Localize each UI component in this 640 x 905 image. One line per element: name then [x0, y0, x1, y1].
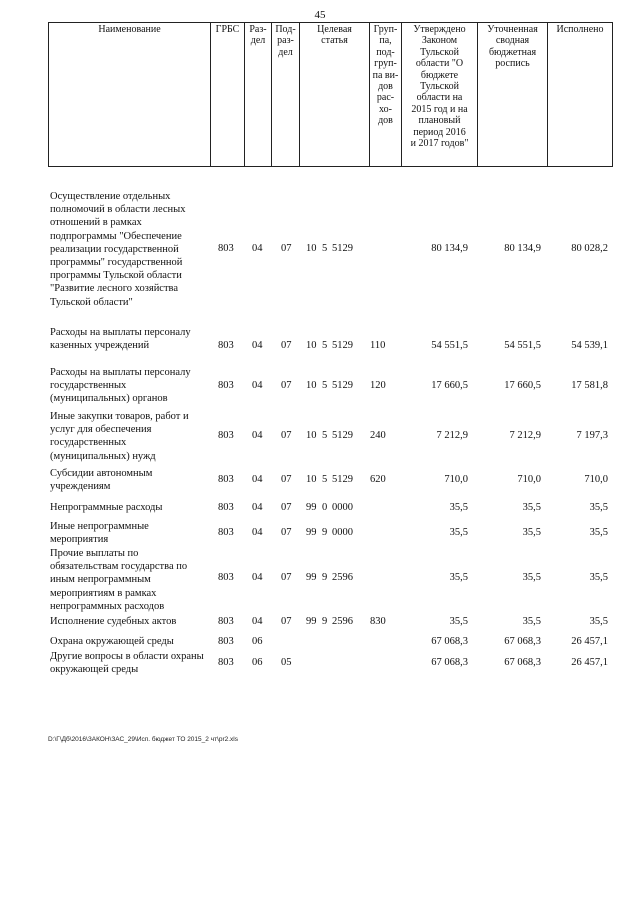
row-razdel: 04	[252, 380, 263, 391]
row-target-subprogram: 9	[322, 616, 328, 627]
row-target-subprogram: 5	[322, 430, 328, 441]
row-approved-amount: 35,5	[449, 616, 468, 627]
row-target-direction: 5129	[332, 474, 353, 485]
row-refined-amount: 67 068,3	[504, 636, 541, 647]
header-executed: Исполнено	[548, 23, 613, 167]
row-target-program: 99	[306, 502, 317, 513]
row-grbs: 803	[218, 430, 234, 441]
page-number: 45	[314, 9, 326, 21]
row-razdel: 04	[252, 502, 263, 513]
row-podrazdel: 07	[281, 527, 292, 538]
row-razdel: 04	[252, 430, 263, 441]
table-row	[48, 520, 612, 547]
row-executed-amount: 17 581,8	[571, 380, 608, 391]
header-expense-group: Груп- па, под- груп- па ви- дов рас- хо- дов	[370, 23, 402, 167]
row-refined-amount: 54 551,5	[504, 340, 541, 351]
row-target-program: 99	[306, 572, 317, 583]
row-executed-amount: 35,5	[589, 527, 608, 538]
row-name: Расходы на выплаты персоналу казенных учреждений	[50, 327, 191, 352]
row-name: Субсидии автономным учреждениям	[50, 468, 153, 493]
row-expense-group: 830	[370, 616, 386, 627]
header-target-article: Целевая статья	[300, 23, 370, 167]
row-target-program: 99	[306, 527, 317, 538]
row-target-subprogram: 5	[322, 340, 328, 351]
row-podrazdel: 07	[281, 340, 292, 351]
row-grbs: 803	[218, 474, 234, 485]
row-refined-amount: 35,5	[522, 572, 541, 583]
row-name: Исполнение судебных актов	[50, 616, 177, 627]
row-podrazdel: 07	[281, 502, 292, 513]
table-row	[48, 410, 612, 462]
row-razdel: 04	[252, 474, 263, 485]
row-razdel: 06	[252, 636, 263, 647]
row-approved-amount: 67 068,3	[431, 657, 468, 668]
row-name: Осуществление отдельных полномочий в области лесных отношений в рамках подпрограммы "Обеспечение реализации государственной программы" государственной программы Тульской области "Развитие лесного хозяйства Тульской области"	[50, 191, 186, 308]
table-row	[48, 190, 612, 307]
row-refined-amount: 67 068,3	[504, 657, 541, 668]
row-podrazdel: 05	[281, 657, 292, 668]
header-name: Наименование	[49, 23, 211, 167]
table-row	[48, 326, 612, 366]
row-grbs: 803	[218, 340, 234, 351]
row-grbs: 803	[218, 243, 234, 254]
row-target-direction: 5129	[332, 340, 353, 351]
header-razdel: Раз- дел	[245, 23, 272, 167]
row-target-subprogram: 5	[322, 380, 328, 391]
row-executed-amount: 710,0	[584, 474, 608, 485]
row-razdel: 06	[252, 657, 263, 668]
row-expense-group: 240	[370, 430, 386, 441]
row-target-subprogram: 5	[322, 243, 328, 254]
row-executed-amount: 35,5	[589, 616, 608, 627]
row-name: Прочие выплаты по обязательствам государства по иным непрограммным мероприятиям в рамках непрограммных расходов	[50, 548, 188, 612]
row-approved-amount: 35,5	[449, 572, 468, 583]
row-target-direction: 5129	[332, 243, 353, 254]
row-approved-amount: 17 660,5	[431, 380, 468, 391]
table-row	[48, 467, 612, 494]
row-grbs: 803	[218, 380, 234, 391]
row-approved-amount: 35,5	[449, 502, 468, 513]
table-row	[48, 501, 612, 515]
row-refined-amount: 7 212,9	[509, 430, 541, 441]
file-path-footer: D:\Г\Дб\2016\ЗАКОН\ЗАС_29\Исп. бюджет ТО 2015_2 чт\pr2.xls	[48, 736, 239, 743]
row-podrazdel: 07	[281, 572, 292, 583]
row-executed-amount: 26 457,1	[571, 636, 608, 647]
row-razdel: 04	[252, 340, 263, 351]
row-podrazdel: 07	[281, 243, 292, 254]
row-executed-amount: 35,5	[589, 572, 608, 583]
row-target-subprogram: 9	[322, 527, 328, 538]
row-target-direction: 2596	[332, 572, 353, 583]
row-approved-amount: 710,0	[444, 474, 468, 485]
row-grbs: 803	[218, 616, 234, 627]
row-podrazdel: 07	[281, 616, 292, 627]
row-grbs: 803	[218, 657, 234, 668]
table-row	[48, 366, 612, 406]
row-target-program: 10	[306, 474, 317, 485]
row-approved-amount: 35,5	[449, 527, 468, 538]
row-podrazdel: 07	[281, 380, 292, 391]
row-razdel: 04	[252, 572, 263, 583]
table-row	[48, 615, 612, 629]
row-razdel: 04	[252, 243, 263, 254]
row-target-subprogram: 5	[322, 474, 328, 485]
row-target-direction: 2596	[332, 616, 353, 627]
row-grbs: 803	[218, 572, 234, 583]
row-name: Другие вопросы в области охраны окружающей среды	[50, 651, 204, 676]
row-podrazdel: 07	[281, 474, 292, 485]
row-expense-group: 110	[370, 340, 386, 351]
row-target-subprogram: 0	[322, 502, 328, 513]
header-refined: Уточненная сводная бюджетная роспись	[478, 23, 548, 167]
table-row	[48, 547, 612, 612]
row-target-direction: 0000	[332, 502, 353, 513]
row-podrazdel: 07	[281, 430, 292, 441]
table-row	[48, 650, 612, 677]
row-refined-amount: 710,0	[517, 474, 541, 485]
row-refined-amount: 17 660,5	[504, 380, 541, 391]
row-name: Иные закупки товаров, работ и услуг для обеспечения государственных (муниципальных) нужд	[50, 411, 189, 462]
row-executed-amount: 54 539,1	[571, 340, 608, 351]
row-name: Расходы на выплаты персоналу государственных (муниципальных) органов	[50, 367, 191, 405]
row-refined-amount: 80 134,9	[504, 243, 541, 254]
row-target-direction: 5129	[332, 430, 353, 441]
row-expense-group: 120	[370, 380, 386, 391]
row-name: Иные непрограммные мероприятия	[50, 521, 149, 546]
row-grbs: 803	[218, 502, 234, 513]
row-target-direction: 5129	[332, 380, 353, 391]
row-refined-amount: 35,5	[522, 502, 541, 513]
row-executed-amount: 26 457,1	[571, 657, 608, 668]
row-razdel: 04	[252, 616, 263, 627]
row-target-program: 10	[306, 380, 317, 391]
row-target-program: 10	[306, 243, 317, 254]
row-approved-amount: 54 551,5	[431, 340, 468, 351]
row-razdel: 04	[252, 527, 263, 538]
table-header	[48, 22, 613, 167]
row-executed-amount: 7 197,3	[576, 430, 608, 441]
header-podrazdel: Под- раз- дел	[272, 23, 300, 167]
row-approved-amount: 80 134,9	[431, 243, 468, 254]
row-target-subprogram: 9	[322, 572, 328, 583]
row-expense-group: 620	[370, 474, 386, 485]
row-executed-amount: 35,5	[589, 502, 608, 513]
header-approved: Утверждено Законом Тульской области "О бюджете Тульской области на 2015 год и на плановый период 2016 и 2017 годов"	[402, 23, 478, 167]
row-approved-amount: 7 212,9	[436, 430, 468, 441]
row-target-program: 99	[306, 616, 317, 627]
row-refined-amount: 35,5	[522, 527, 541, 538]
row-name: Непрограммные расходы	[50, 502, 163, 513]
row-refined-amount: 35,5	[522, 616, 541, 627]
row-grbs: 803	[218, 527, 234, 538]
row-approved-amount: 67 068,3	[431, 636, 468, 647]
row-target-direction: 0000	[332, 527, 353, 538]
header-grbs: ГРБС	[211, 23, 245, 167]
row-grbs: 803	[218, 636, 234, 647]
row-name: Охрана окружающей среды	[50, 636, 174, 647]
table-row	[48, 635, 612, 649]
row-target-program: 10	[306, 340, 317, 351]
row-target-program: 10	[306, 430, 317, 441]
row-executed-amount: 80 028,2	[571, 243, 608, 254]
